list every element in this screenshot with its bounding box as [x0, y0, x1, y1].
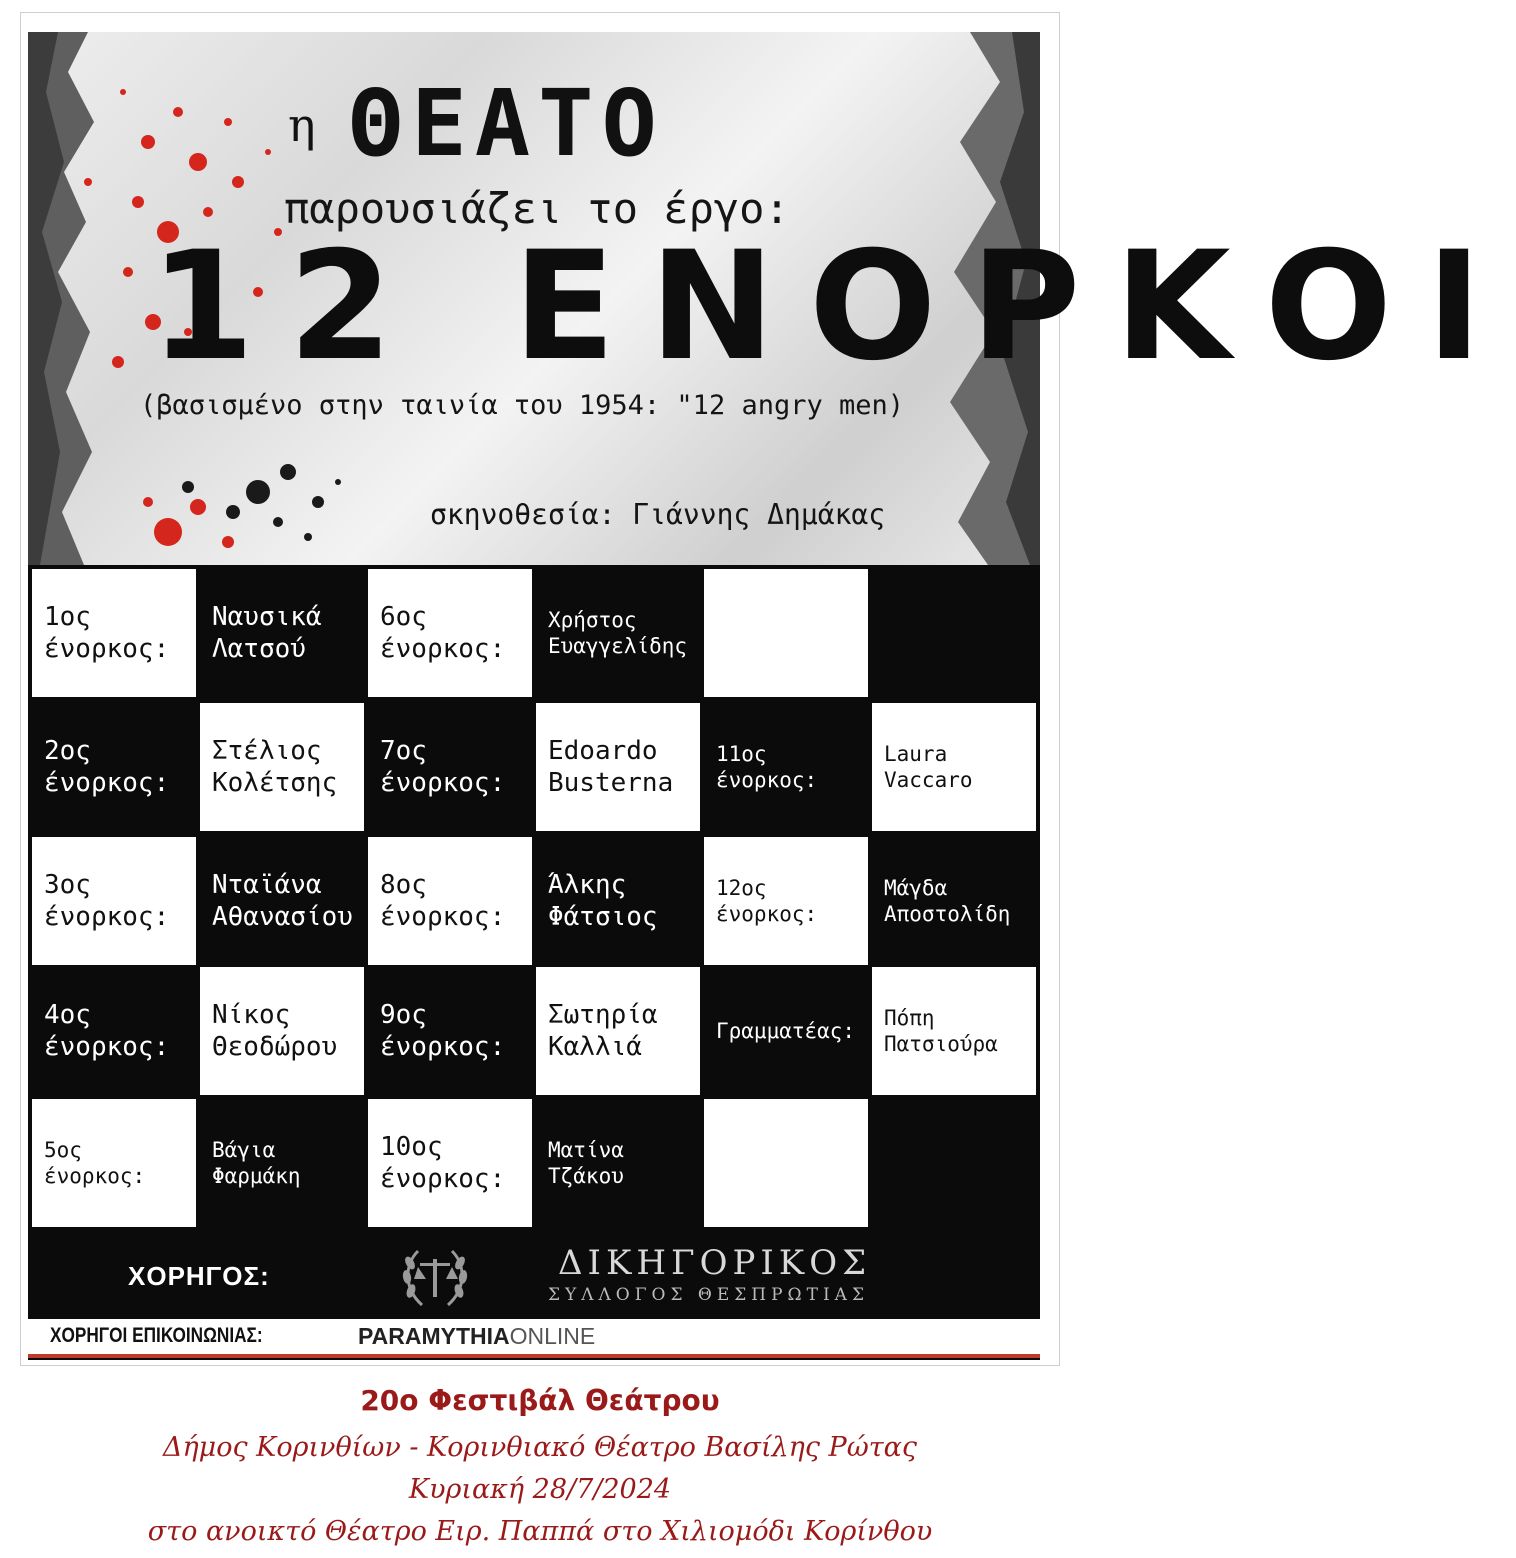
poster-header [28, 32, 1516, 565]
cast-cell-text: Ευαγγελίδης [548, 634, 688, 658]
cast-cell-text: ένορκος: [716, 902, 818, 926]
presents-text: παρουσιάζει το έργο: [284, 184, 790, 233]
cast-cell-r1-c3 [368, 569, 532, 697]
cast-cell-text: 4ος [44, 999, 91, 1030]
venue-line: Δήμος Κορινθίων - Κορινθιακό Θέατρο Βασίλης Ρώτας [162, 1432, 918, 1463]
cast-cell-text: 11ος [716, 741, 767, 766]
cast-cell-r3-c6 [872, 837, 1036, 965]
cast-cell-text: ένορκος: [380, 902, 506, 932]
cast-cell-text: ένορκος: [380, 768, 506, 798]
cast-cell-r4-c1 [32, 967, 196, 1095]
cast-cell-r5-c1 [32, 1099, 196, 1227]
cast-cell-text: ένορκος: [380, 1164, 506, 1194]
cast-cell-r4-c3 [368, 967, 532, 1095]
location-line: στο ανοικτό Θέατρο Ειρ. Παππά στο Χιλιομόδι Κορίνθου [147, 1516, 933, 1547]
sponsor-label: ΧΟΡΗΓΟΣ: [128, 1261, 270, 1291]
cast-cell-r5-c5 [704, 1099, 868, 1227]
director-credit: σκηνοθεσία: Γιάννης Δημάκας [430, 498, 886, 531]
cast-cell-r2-c1 [32, 703, 196, 831]
cast-cell-text: 2ος [44, 735, 91, 766]
company-line [288, 70, 848, 180]
cast-cell-text: ένορκος: [380, 1032, 506, 1062]
cast-cell-r4-c6 [872, 967, 1036, 1095]
poster [28, 32, 1516, 1360]
cast-cell-text: Αποστολίδη [884, 902, 1011, 926]
cast-cell-text: Ματίνα [548, 1137, 624, 1162]
media-sponsor-label: ΧΟΡΗΓΟΙ ΕΠΙΚΟΙΝΩΝΙΑΣ: [50, 1324, 263, 1347]
cast-cell-text: Busterna [548, 768, 674, 798]
cast-cell-r3-c1 [32, 837, 196, 965]
cast-cell-text: 8ος [380, 869, 427, 900]
cast-cell-text: Στέλιος [212, 735, 322, 766]
cast-cell-text: Νταϊάνα [212, 869, 322, 900]
cast-cell-r1-c6 [872, 569, 1036, 697]
cast-cell-r4-c5 [704, 967, 868, 1095]
cast-cell-text: Πατσιούρα [884, 1032, 998, 1056]
cast-cell-text: 1ος [44, 601, 91, 632]
cast-cell-text: ένορκος: [380, 634, 506, 664]
sponsor-name: ΔΙΚΗΓΟΡΙΚΟΣ [558, 1243, 872, 1283]
cast-cell-r2-c2 [200, 703, 364, 831]
cast-cell-r2-c4 [536, 703, 700, 831]
cast-cell-text: Γραμματέας: [716, 1018, 856, 1043]
cast-cell-r1-c4 [536, 569, 700, 697]
date-line: Κυριακή 28/7/2024 [408, 1474, 672, 1505]
cast-cell-r2-c6 [872, 703, 1036, 831]
cast-cell-r5-c2 [200, 1099, 364, 1227]
cast-cell-text: Φαρμάκη [212, 1164, 301, 1188]
cast-cell-text: Μάγδα [884, 875, 948, 900]
cast-cell-r4-c4 [536, 967, 700, 1095]
cast-cell-r2-c3 [368, 703, 532, 831]
play-subtitle: (βασισμένο στην ταινία του 1954: "12 angry men) [140, 390, 905, 421]
cast-cell-text: 3ος [44, 869, 91, 900]
laurel-scales-icon [400, 1243, 470, 1311]
cast-cell-text: Λατσού [212, 634, 306, 664]
play-title: 12 ΕΝΟΡΚΟΙ [150, 220, 1516, 394]
cast-cell-text: 9ος [380, 999, 427, 1030]
cast-cell-text: 5ος [44, 1137, 82, 1162]
media-logo-bold: PARAMYTHIA [358, 1323, 510, 1349]
cast-cell-text: Edoardo [548, 735, 658, 766]
festival-title: 20ο Φεστιβάλ Θεάτρου [360, 1384, 720, 1417]
cast-cell-r5-c4 [536, 1099, 700, 1227]
cast-cell-text: Φάτσιος [548, 902, 658, 932]
cast-cell-text: ένορκος: [44, 1032, 170, 1062]
cast-cell-r3-c2 [200, 837, 364, 965]
cast-cell-text: Άλκης [548, 869, 627, 900]
cast-cell-r3-c5 [704, 837, 868, 965]
cast-cell-text: ένορκος: [44, 1164, 146, 1188]
cast-cell-r1-c1 [32, 569, 196, 697]
cast-cell-text: ένορκος: [44, 634, 170, 664]
cast-cell-text: Σωτηρία [548, 999, 658, 1030]
cast-cell-text: Vaccaro [884, 768, 973, 792]
cast-cell-text: Τζάκου [548, 1164, 624, 1188]
sponsor-bar [28, 1237, 1040, 1317]
cast-cell-text: 12ος [716, 875, 767, 900]
cast-cell-text: ένορκος: [44, 768, 170, 798]
sponsor-subtitle: ΣΥΛΛΟΓΟΣ ΘΕΣΠΡΩΤΙΑΣ [548, 1285, 869, 1305]
cast-cell-text: ένορκος: [716, 768, 818, 792]
company-prefix: η [288, 98, 316, 152]
cast-cell-r1-c2 [200, 569, 364, 697]
cast-cell-text: 10ος [380, 1131, 443, 1162]
cast-cell-text: Κολέτσης [212, 768, 338, 798]
cast-cell-text: Πόπη [884, 1005, 935, 1030]
cast-cell-text: 6ος [380, 601, 427, 632]
cast-cell-text: Καλλιά [548, 1032, 642, 1062]
media-sponsor-bar [28, 1319, 1040, 1354]
cast-cell-text: Ναυσικά [212, 601, 322, 632]
cast-cell-text: Laura [884, 741, 948, 766]
company-name: ΘΕΑΤΟ [348, 70, 665, 177]
media-logo-light: ONLINE [509, 1323, 596, 1349]
cast-grid [28, 565, 1040, 1235]
cast-cell-text: ένορκος: [44, 902, 170, 932]
red-divider [28, 1354, 1040, 1358]
paramythia-online-logo [358, 1323, 595, 1350]
cast-cell-text: Θεοδώρου [212, 1032, 338, 1062]
cast-cell-r5-c3 [368, 1099, 532, 1227]
cast-cell-r3-c4 [536, 837, 700, 965]
cast-cell-r3-c3 [368, 837, 532, 965]
cast-cell-r2-c5 [704, 703, 868, 831]
cast-cell-r1-c5 [704, 569, 868, 697]
cast-cell-r4-c2 [200, 967, 364, 1095]
cast-cell-text: Βάγια [212, 1137, 276, 1162]
cast-cell-text: Χρήστος [548, 607, 637, 632]
cast-cell-text: Αθανασίου [212, 902, 353, 932]
cast-cell-r5-c6 [872, 1099, 1036, 1227]
cast-cell-text: Νίκος [212, 999, 291, 1030]
cast-cell-text: 7ος [380, 735, 427, 766]
